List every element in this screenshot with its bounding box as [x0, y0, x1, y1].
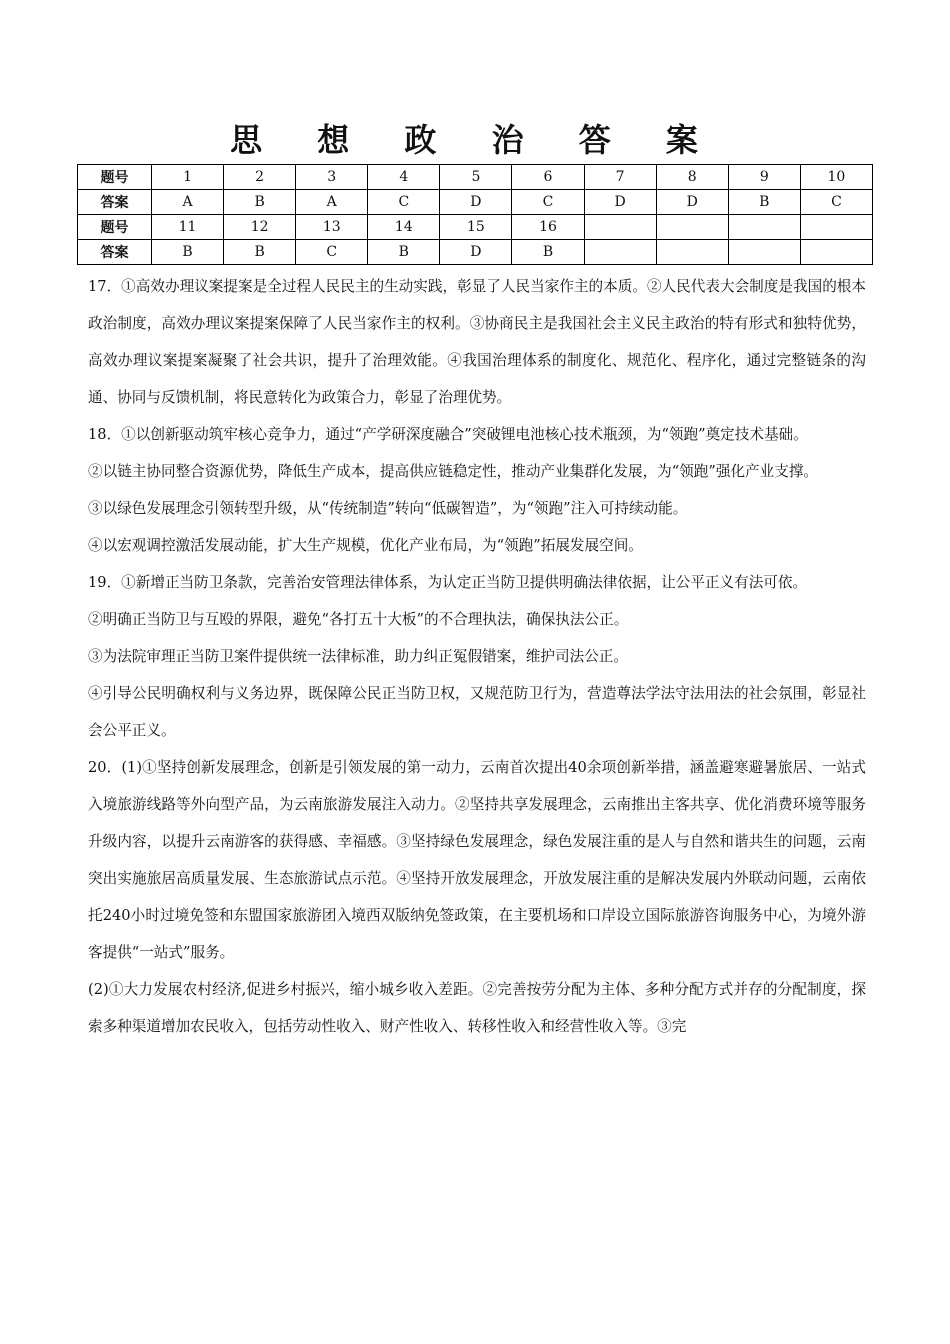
answer-cell: D [440, 190, 512, 215]
question-number-cell: 5 [440, 165, 512, 190]
answer-paragraph: ②以链主协同整合资源优势，降低生产成本，提高供应链稳定性，推动产业集群化发展，为“领跑”强化产业支撑。 [88, 463, 819, 480]
answer-paragraph: ③为法院审理正当防卫案件提供统一法律标准，助力纠正冤假错案，维护司法公正。 [88, 648, 628, 665]
question-number-cell: 8 [656, 165, 728, 190]
answer-paragraph: (2)①大力发展农村经济,促进乡村振兴，缩小城乡收入差距。②完善按劳分配为主体、多种分配方式并存的分配制度，探索多种渠道增加农民收入，包括劳动性收入、财产性收入、转移性收入和经营性收入等。③完 [88, 981, 866, 1035]
answer-paragraph: 19．①新增正当防卫条款，完善治安管理法律体系，为认定正当防卫提供明确法律依据，让公平正义有法可依。 [88, 574, 808, 591]
question-number-cell [800, 215, 872, 240]
question-number-cell: 12 [224, 215, 296, 240]
answer-cell: B [512, 240, 584, 265]
answer-cell: C [512, 190, 584, 215]
row-label: 答案 [78, 190, 152, 215]
answer-table [77, 164, 873, 265]
question-number-cell: 7 [584, 165, 656, 190]
answer-cell: B [152, 240, 224, 265]
question-number-cell: 2 [224, 165, 296, 190]
table-row [78, 190, 873, 215]
answer-paragraph: ②明确正当防卫与互殴的界限，避免“各打五十大板”的不合理执法，确保执法公正。 [88, 611, 629, 628]
row-label: 题号 [78, 215, 152, 240]
answer-cell [584, 240, 656, 265]
answer-cell: C [296, 240, 368, 265]
answer-cell: C [368, 190, 440, 215]
answer-cell: B [224, 190, 296, 215]
answer-cell: A [152, 190, 224, 215]
answer-paragraph: 20．(1)①坚持创新发展理念，创新是引领发展的第一动力，云南首次提出40余项创新举措，涵盖避寒避暑旅居、一站式入境旅游线路等外向型产品，为云南旅游发展注入动力。②坚持共享发展理念，云南推出主客共享、优化消费环境等服务升级内容，以提升云南游客的获得感、幸福感。③坚持绿色发展理念，绿色发展注重的是人与自然和谐共生的问题，云南突出实施旅居高质量发展、生态旅游试点示范。④坚持开放发展理念，开放发展注重的是解决发展内外联动问题，云南依托240小时过境免签和东盟国家旅游团入境西双版纳免签政策，在主要机场和口岸设立国际旅游咨询服务中心，为境外游客提供“一站式”服务。 [88, 759, 866, 961]
answer-cell: D [584, 190, 656, 215]
answer-cell: D [440, 240, 512, 265]
question-number-cell: 9 [728, 165, 800, 190]
table-row [78, 215, 873, 240]
question-number-cell [584, 215, 656, 240]
question-number-cell: 3 [296, 165, 368, 190]
row-label: 答案 [78, 240, 152, 265]
question-number-cell: 6 [512, 165, 584, 190]
answer-cell [800, 240, 872, 265]
answer-paragraph: ④以宏观调控激活发展动能，扩大生产规模，优化产业布局，为“领跑”拓展发展空间。 [88, 537, 643, 554]
question-number-cell: 10 [800, 165, 872, 190]
answer-cell [728, 240, 800, 265]
row-label: 题号 [78, 165, 152, 190]
answer-cell: D [656, 190, 728, 215]
answer-content [88, 268, 866, 1045]
question-number-cell: 14 [368, 215, 440, 240]
answer-paragraph: 17．①高效办理议案提案是全过程人民民主的生动实践，彰显了人民当家作主的本质。②人民代表大会制度是我国的根本政治制度，高效办理议案提案保障了人民当家作主的权利。③协商民主是我国社会主义民主政治的特有形式和独特优势，高效办理议案提案凝聚了社会共识，提升了治理效能。④我国治理体系的制度化、规范化、程序化，通过完整链条的沟通、协同与反馈机制，将民意转化为政策合力，彰显了治理优势。 [88, 278, 866, 406]
answer-cell: B [368, 240, 440, 265]
table-row [78, 240, 873, 265]
question-number-cell: 13 [296, 215, 368, 240]
question-number-cell: 1 [152, 165, 224, 190]
answer-cell: C [800, 190, 872, 215]
question-number-cell: 4 [368, 165, 440, 190]
question-number-cell [656, 215, 728, 240]
question-number-cell: 16 [512, 215, 584, 240]
table-row [78, 165, 873, 190]
page-title: 思 想 政 治 答 案 [230, 121, 720, 159]
question-number-cell: 15 [440, 215, 512, 240]
answer-cell: B [728, 190, 800, 215]
answer-paragraph: ③以绿色发展理念引领转型升级，从“传统制造”转向“低碳智造”，为“领跑”注入可持续动能。 [88, 500, 688, 517]
answer-paragraph: ④引导公民明确权利与义务边界，既保障公民正当防卫权，又规范防卫行为，营造尊法学法守法用法的社会氛围，彰显社会公平正义。 [88, 685, 866, 739]
answer-cell: A [296, 190, 368, 215]
answer-cell: B [224, 240, 296, 265]
question-number-cell [728, 215, 800, 240]
question-number-cell: 11 [152, 215, 224, 240]
answer-cell [656, 240, 728, 265]
answer-paragraph: 18．①以创新驱动筑牢核心竞争力，通过“产学研深度融合”突破锂电池核心技术瓶颈，为“领跑”奠定技术基础。 [88, 426, 808, 443]
